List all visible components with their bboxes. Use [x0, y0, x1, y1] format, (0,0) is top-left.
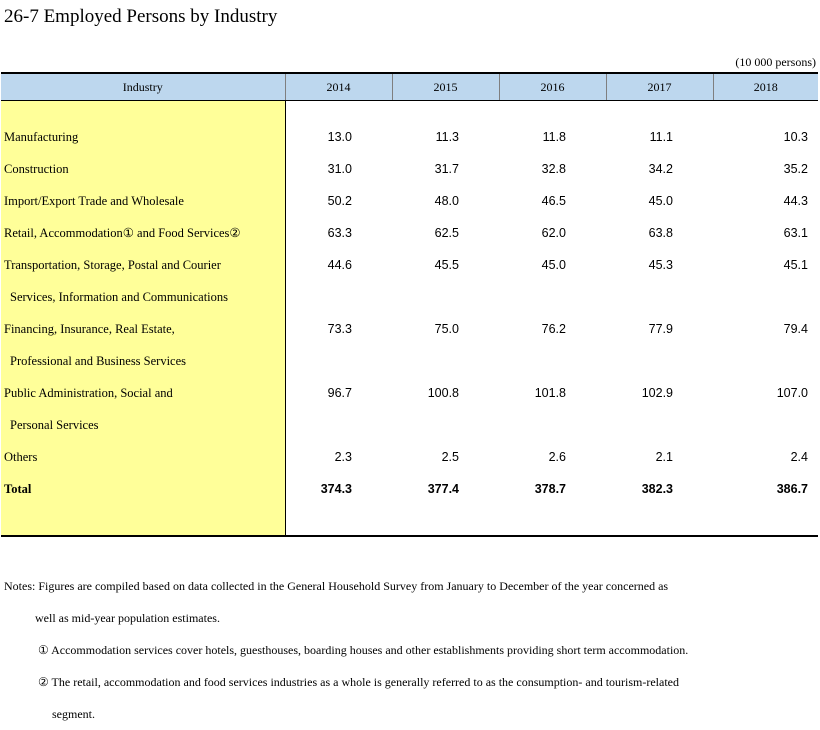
value-cell: 2.4 [790, 450, 808, 464]
employment-table [1, 72, 818, 537]
table-row [1, 313, 818, 345]
value-cell: 62.5 [434, 226, 459, 240]
industry-label: Import/Export Trade and Wholesale [1, 185, 285, 217]
value-cell: 2.3 [334, 450, 352, 464]
value-cell: 79.4 [783, 322, 808, 336]
note-line: well as mid-year population estimates. [35, 611, 220, 625]
table-row-continuation [1, 345, 818, 377]
value-cell: 73.3 [327, 322, 352, 336]
note-footnote: ② The retail, accommodation and food services industries as a whole is generally referred to as the consumption- and tourism-related [38, 675, 679, 689]
spacer-row [1, 101, 818, 122]
value-cell: 377.4 [427, 482, 459, 496]
value-cell: 50.2 [327, 194, 352, 208]
value-cell: 44.3 [783, 194, 808, 208]
value-cell: 45.0 [648, 194, 673, 208]
value-cell: 101.8 [534, 386, 566, 400]
industry-header: Industry [1, 73, 285, 101]
value-cell: 374.3 [320, 482, 352, 496]
value-cell: 76.2 [541, 322, 566, 336]
value-cell: 45.3 [648, 258, 673, 272]
value-cell: 45.0 [541, 258, 566, 272]
value-cell: 34.2 [648, 162, 673, 176]
value-cell: 32.8 [541, 162, 566, 176]
year-header: 2015 [392, 73, 499, 101]
note-footnote: ① Accommodation services cover hotels, guesthouses, boarding houses and other establishments providing short term accommodation. [38, 643, 689, 657]
industry-label: Financing, Insurance, Real Estate, [1, 313, 285, 345]
value-cell: 75.0 [434, 322, 459, 336]
industry-label: Services, Information and Communications [1, 281, 285, 313]
industry-label: Retail, Accommodation① and Food Services② [1, 217, 285, 249]
value-cell: 46.5 [541, 194, 566, 208]
industry-label: Construction [1, 153, 285, 185]
industry-label: Others [1, 441, 285, 473]
note-line: Notes: Figures are compiled based on data collected in the General Household Survey from January to December of the year concerned as [4, 579, 669, 593]
industry-label: Manufacturing [1, 121, 285, 153]
value-cell: 2.5 [441, 450, 459, 464]
value-cell: 63.8 [648, 226, 673, 240]
value-cell: 63.3 [327, 226, 352, 240]
table-row [1, 441, 818, 473]
value-cell: 11.3 [435, 130, 459, 144]
value-cell: 96.7 [327, 386, 352, 400]
value-cell: 100.8 [427, 386, 459, 400]
value-cell: 102.9 [641, 386, 673, 400]
industry-label: Personal Services [1, 409, 285, 441]
value-cell: 44.6 [327, 258, 352, 272]
table-row-continuation [1, 281, 818, 313]
value-cell: 48.0 [434, 194, 459, 208]
year-header: 2016 [499, 73, 606, 101]
unit-label: (10 000 persons) [735, 55, 816, 69]
year-header: 2018 [713, 73, 818, 101]
table-row-continuation [1, 409, 818, 441]
value-cell: 35.2 [783, 162, 808, 176]
value-cell: 77.9 [648, 322, 673, 336]
table-row [1, 153, 818, 185]
table-row [1, 377, 818, 409]
note-line: segment. [52, 707, 95, 721]
notes-section [4, 570, 816, 730]
industry-label: Transportation, Storage, Postal and Courier [1, 249, 285, 281]
header-row [1, 73, 818, 101]
value-cell: 62.0 [541, 226, 566, 240]
value-cell: 45.1 [783, 258, 808, 272]
value-cell: 31.7 [434, 162, 459, 176]
page-title: 26-7 Employed Persons by Industry [4, 6, 278, 27]
value-cell: 10.3 [783, 130, 808, 144]
value-cell: 2.6 [548, 450, 566, 464]
value-cell: 63.1 [783, 226, 808, 240]
industry-label: Total [1, 473, 285, 505]
total-row [1, 473, 818, 505]
table-row [1, 121, 818, 153]
value-cell: 382.3 [641, 482, 673, 496]
year-header: 2017 [606, 73, 713, 101]
value-cell: 378.7 [534, 482, 566, 496]
industry-label: Professional and Business Services [1, 345, 285, 377]
table-row [1, 185, 818, 217]
value-cell: 2.1 [655, 450, 673, 464]
year-header: 2014 [285, 73, 392, 101]
value-cell: 31.0 [327, 162, 352, 176]
value-cell: 107.0 [776, 386, 808, 400]
spacer-row [1, 505, 818, 536]
value-cell: 13.0 [327, 130, 352, 144]
value-cell: 11.8 [542, 130, 566, 144]
value-cell: 11.1 [649, 130, 673, 144]
industry-label: Public Administration, Social and [1, 377, 285, 409]
table-row [1, 217, 818, 249]
table-row [1, 249, 818, 281]
value-cell: 386.7 [776, 482, 808, 496]
value-cell: 45.5 [434, 258, 459, 272]
